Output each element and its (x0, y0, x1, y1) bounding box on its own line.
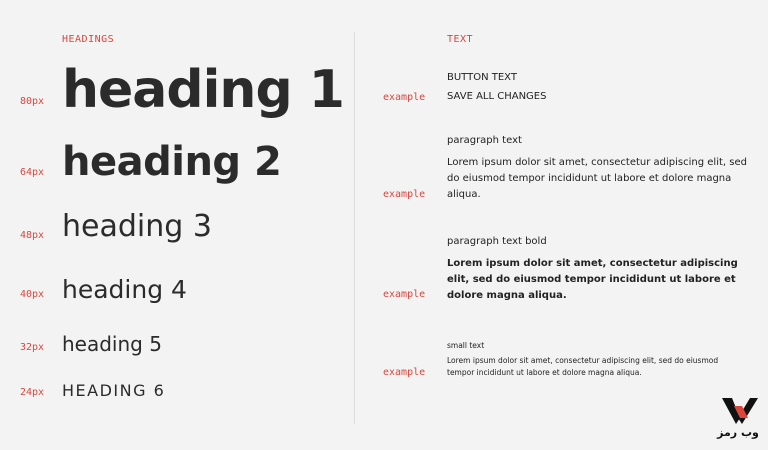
heading-6-sample: HEADING 6 (62, 381, 166, 400)
size-label-64: 64px (20, 167, 45, 178)
text-section-title: TEXT (447, 34, 474, 45)
example-label-small: example (383, 367, 426, 378)
heading-1-sample: heading 1 (62, 60, 344, 120)
size-label-32: 32px (20, 342, 45, 353)
heading-3-sample: heading 3 (62, 209, 212, 244)
heading-2-sample: heading 2 (62, 139, 282, 185)
heading-4-sample: heading 4 (62, 275, 187, 304)
logo-mark-icon (712, 396, 764, 426)
example-label-paragraph: example (383, 189, 426, 200)
example-label-paragraph-bold: example (383, 289, 426, 300)
size-label-48: 48px (20, 230, 45, 241)
logo-text: وب رمز (717, 426, 759, 439)
size-label-24: 24px (20, 387, 45, 398)
button-text-example: SAVE ALL CHANGES (447, 91, 547, 102)
column-divider (354, 32, 355, 424)
paragraph-bold-label: paragraph text bold (447, 236, 547, 247)
small-text-label: small text (447, 341, 485, 350)
paragraph-text-label: paragraph text (447, 135, 522, 146)
headings-section-title: HEADINGS (62, 34, 115, 45)
size-label-40: 40px (20, 289, 45, 300)
heading-5-sample: heading 5 (62, 332, 162, 356)
button-text-label: BUTTON TEXT (447, 72, 517, 83)
paragraph-bold-example: Lorem ipsum dolor sit amet, consectetur adipiscing elit, sed do eiusmod tempor incididunt ut labore et dolore magna aliqua. (447, 258, 738, 301)
paragraph-text-example: Lorem ipsum dolor sit amet, consectetur adipiscing elit, sed do eiusmod tempor incididunt ut labore et dolore magna aliqua. (447, 157, 747, 200)
example-label-button: example (383, 92, 426, 103)
size-label-80: 80px (20, 96, 45, 107)
small-text-example: Lorem ipsum dolor sit amet, consectetur adipiscing elit, sed do eiusmod tempor incididunt ut labore et dolore magna aliqua. (447, 356, 719, 377)
site-logo (712, 396, 764, 444)
